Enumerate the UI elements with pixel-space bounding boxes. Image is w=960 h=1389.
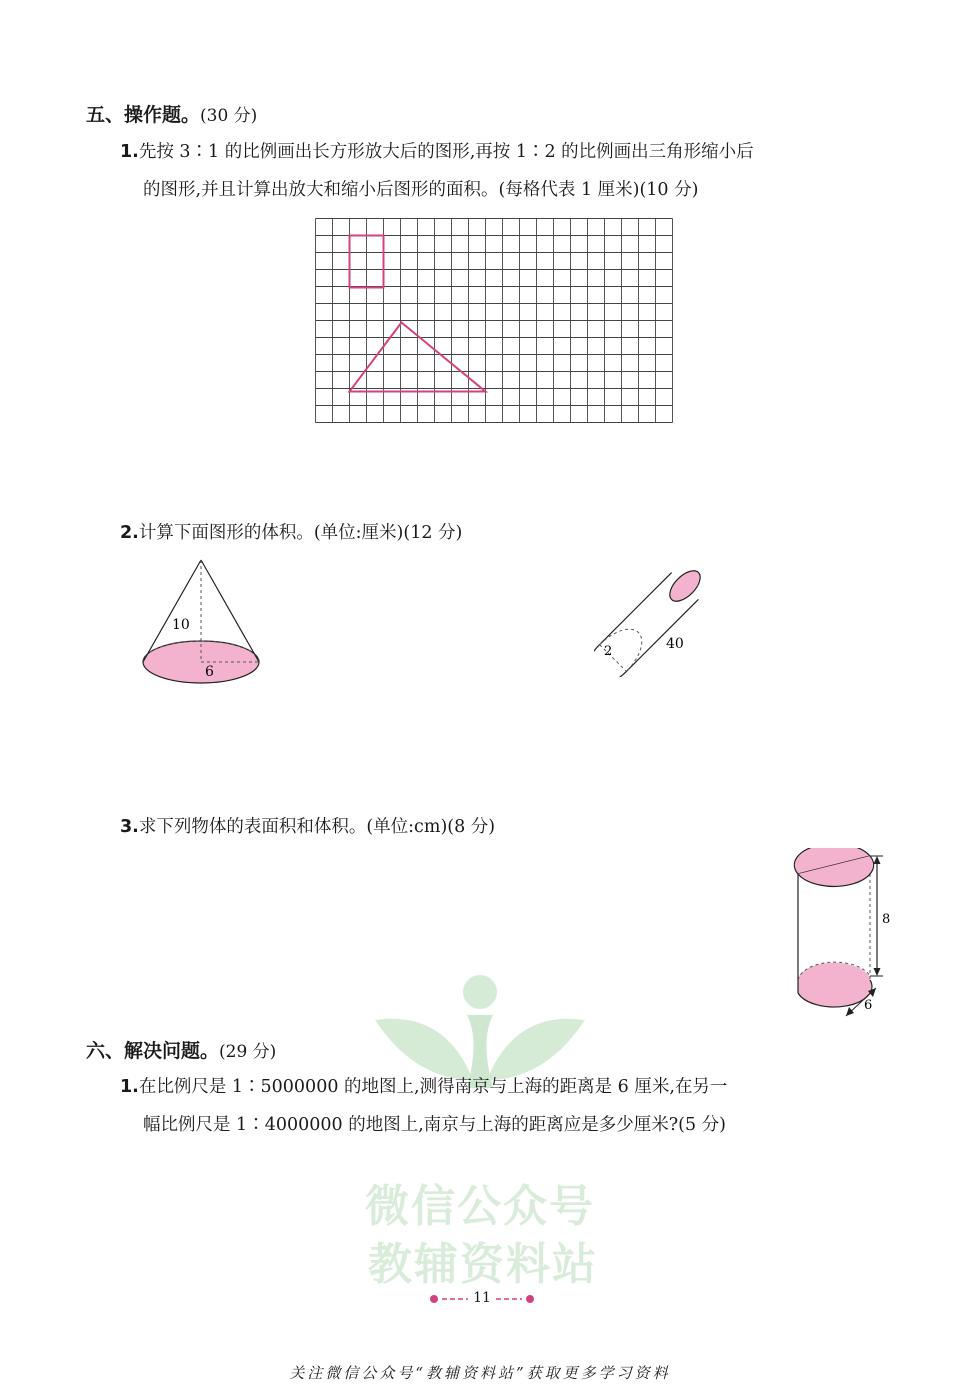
question-number: 3. [120,817,139,837]
cone-figure [132,552,272,692]
watermark-line1: 微信公众号 [365,1181,595,1232]
footer-note: 关注微信公众号“教辅资料站”获取更多学习资料 [289,1364,671,1382]
question-number: 1. [120,142,139,162]
section-5-title: 五、操作题。 [86,104,201,126]
section-5-points: (30 分) [200,106,258,126]
question-5-3 [120,808,495,846]
cone-slant-label: 10 [172,617,190,633]
watermark-line2: 教辅资料站 [368,1239,598,1290]
cylinder-figure [594,562,709,677]
half-cylinder-height-label: 8 [882,912,891,927]
question-5-1 [120,133,754,209]
section-6-heading [86,1036,276,1063]
cylinder-length-label: 40 [666,636,684,652]
question-number: 1. [120,1077,139,1097]
section-5-heading [86,100,257,127]
question-text: 求下列物体的表面积和体积。(单位:cm)(8 分) [138,817,496,837]
cone-radius-label: 6 [205,664,214,680]
section-6-points: (29 分) [219,1042,277,1062]
question-text: 计算下面图形的体积。(单位:厘米)(12 分) [138,523,463,543]
cylinder-diameter-label: 2 [604,644,613,659]
half-cylinder-diameter-label: 6 [864,998,873,1013]
question-text-line1: 在比例尺是 1∶5000000 的地图上,测得南京与上海的距离是 6 厘米,在另一 [138,1077,728,1097]
question-text-line1: 先按 3∶1 的比例画出长方形放大后的图形,再按 1∶2 的比例画出三角形缩小后 [138,142,754,162]
grid-figure [315,218,693,426]
half-cylinder-figure [790,848,896,1024]
question-number: 2. [120,523,139,543]
question-5-2 [120,514,462,552]
question-text-line2: 的图形,并且计算出放大和缩小后图形的面积。(每格代表 1 厘米)(10 分) [143,180,699,200]
question-text-line2: 幅比例尺是 1∶4000000 的地图上,南京与上海的距离应是多少厘米?(5 分) [143,1115,726,1135]
question-6-1 [120,1068,727,1144]
page-number: 11 [473,1290,491,1306]
section-6-title: 六、解决问题。 [86,1040,220,1062]
